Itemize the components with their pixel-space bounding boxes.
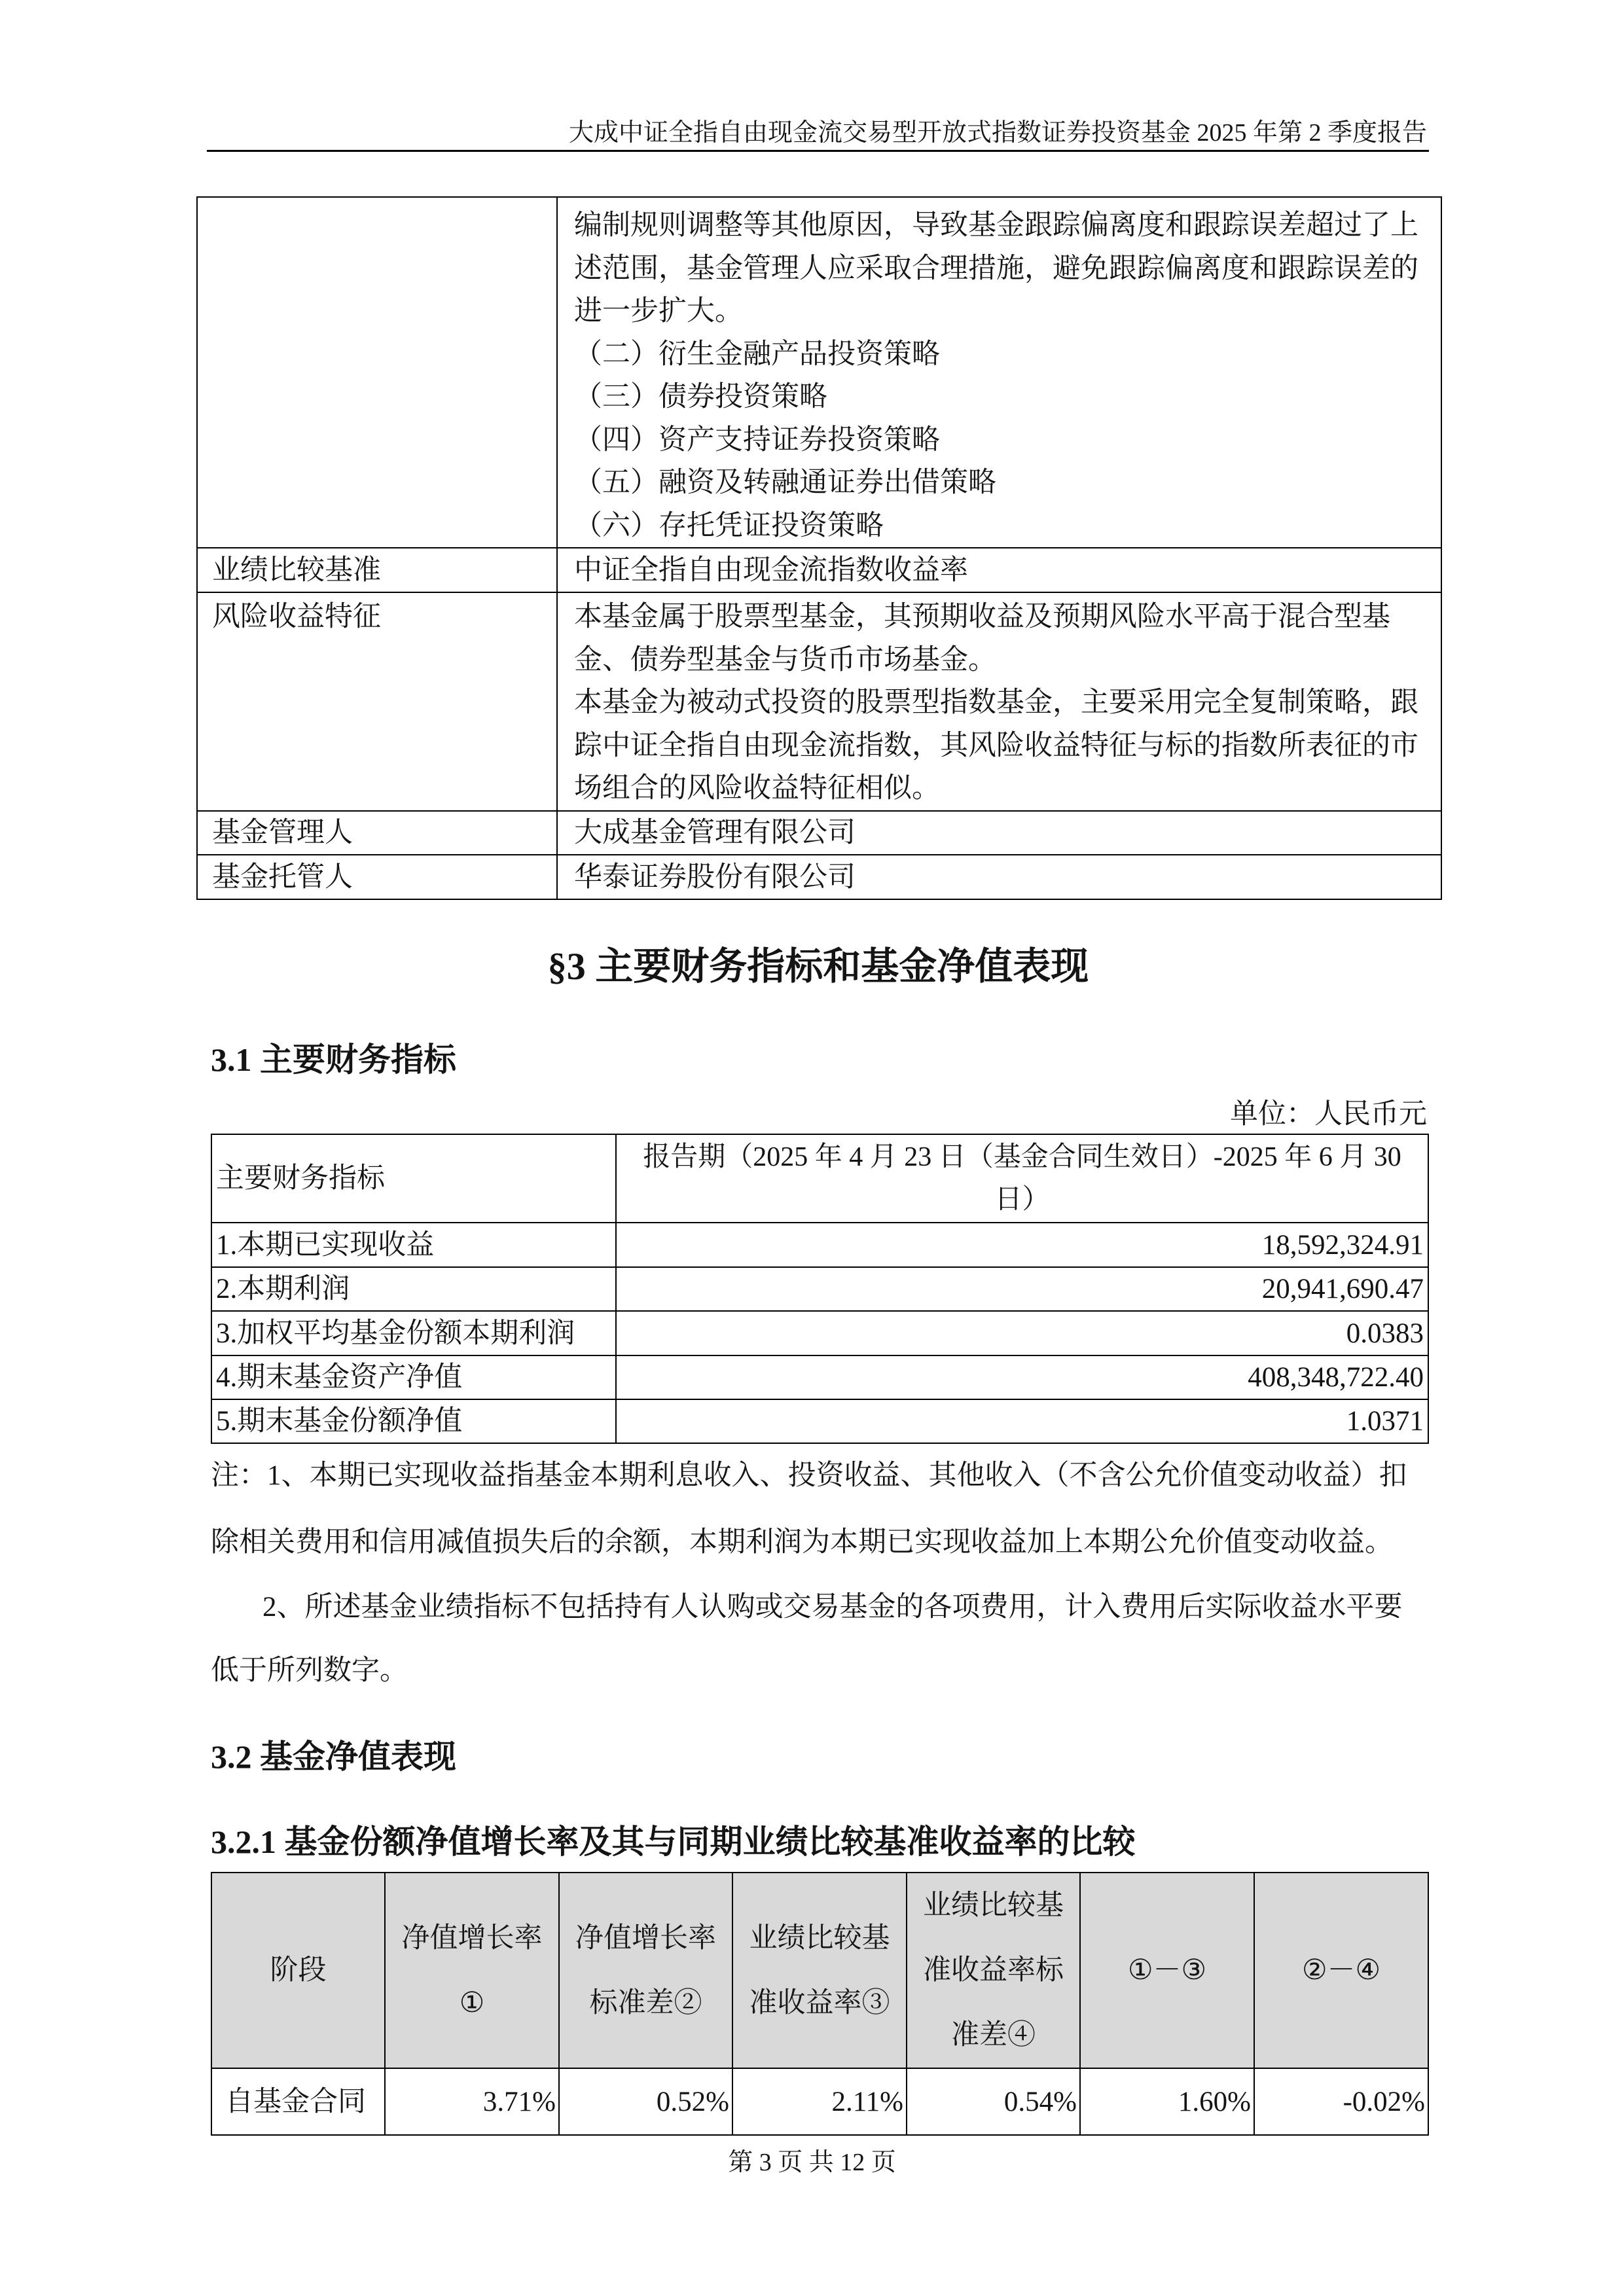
table-header-row bbox=[211, 1134, 1428, 1223]
text-line: （五）融资及转融通证券出借策略 bbox=[574, 467, 996, 498]
header-line: ②－④ bbox=[1301, 1955, 1381, 1986]
row-label-empty bbox=[197, 197, 557, 548]
column-header-nav-growth bbox=[385, 1873, 559, 2068]
period-header-line: 日） bbox=[994, 1184, 1050, 1215]
column-header-period bbox=[616, 1134, 1428, 1223]
table-row-manager bbox=[197, 811, 1441, 855]
text-line: 场组合的风险收益特征相似。 bbox=[574, 773, 940, 804]
column-header-benchmark-std bbox=[907, 1873, 1080, 2068]
column-header-stage bbox=[211, 1873, 385, 2068]
note-2-line: 低于所列数字。 bbox=[211, 1655, 408, 1686]
header-line: 业绩比较基 bbox=[923, 1890, 1064, 1921]
text-line: （三）债券投资策略 bbox=[574, 382, 827, 412]
header-line: 净值增长率 bbox=[575, 1922, 716, 1954]
header-line: 准差④ bbox=[951, 2020, 1036, 2051]
table-row-strategy-continued bbox=[197, 197, 1441, 548]
diff-1-3-cell: 1.60% bbox=[1080, 2068, 1254, 2135]
table-row bbox=[211, 2068, 1428, 2135]
benchmark-label: 业绩比较基准 bbox=[197, 548, 557, 592]
custodian-label: 基金托管人 bbox=[197, 855, 557, 899]
subsection-title-3-2: 3.2 基金净值表现 bbox=[211, 1738, 456, 1775]
indicator-value: 18,592,324.91 bbox=[616, 1223, 1428, 1267]
header-line: 准收益率③ bbox=[749, 1987, 890, 2018]
table-row bbox=[211, 1223, 1428, 1267]
indicator-label: 2.本期利润 bbox=[211, 1267, 616, 1311]
note-1-line: 除相关费用和信用减值损失后的余额，本期利润为本期已实现收益加上本期公允价值变动收益。 bbox=[211, 1527, 1393, 1558]
header-line: 净值增长率 bbox=[401, 1922, 543, 1954]
risk-return-label-text: 风险收益特征 bbox=[212, 601, 381, 632]
text-line: 述范围，基金管理人应采取合理措施，避免跟踪偏离度和跟踪误差的 bbox=[574, 253, 1418, 284]
column-header-indicator: 主要财务指标 bbox=[211, 1134, 616, 1223]
text-line: 金、债券型基金与货币市场基金。 bbox=[574, 644, 996, 675]
table-row bbox=[211, 1267, 1428, 1311]
custodian-value: 华泰证券股份有限公司 bbox=[557, 855, 1441, 899]
table-header-row bbox=[211, 1873, 1428, 2068]
header-line: ①－③ bbox=[1127, 1955, 1207, 1986]
indicator-value: 20,941,690.47 bbox=[616, 1267, 1428, 1311]
indicator-value: 0.0383 bbox=[616, 1311, 1428, 1355]
report-header-title: 大成中证全指自由现金流交易型开放式指数证券投资基金 2025 年第 2 季度报告 bbox=[568, 119, 1427, 147]
header-line: ① bbox=[459, 1987, 485, 2018]
column-header-diff-1-3 bbox=[1080, 1873, 1254, 2068]
table-row-custodian bbox=[197, 855, 1441, 899]
risk-return-label bbox=[197, 592, 557, 811]
table-row-benchmark bbox=[197, 548, 1441, 592]
column-header-benchmark-return bbox=[732, 1873, 907, 2068]
text-line: （六）存托凭证投资策略 bbox=[574, 510, 884, 541]
benchmark-return-cell: 2.11% bbox=[732, 2068, 907, 2135]
period-header-line: 报告期（2025 年 4 月 23 日（基金合同生效日）-2025 年 6 月 30 bbox=[643, 1141, 1401, 1172]
nav-comparison-table bbox=[211, 1872, 1429, 2136]
indicator-label: 3.加权平均基金份额本期利润 bbox=[211, 1311, 616, 1355]
header-line: 阶段 bbox=[270, 1955, 327, 1986]
table-row bbox=[211, 1399, 1428, 1443]
text-line: 编制规则调整等其他原因，导致基金跟踪偏离度和跟踪误差超过了上 bbox=[574, 210, 1418, 241]
indicator-value: 1.0371 bbox=[616, 1399, 1428, 1443]
table-row bbox=[211, 1355, 1428, 1399]
table-row bbox=[211, 1311, 1428, 1355]
header-rule bbox=[207, 150, 1429, 152]
section-title: §3 主要财务指标和基金净值表现 bbox=[547, 945, 1089, 988]
currency-unit: 单位：人民币元 bbox=[1230, 1099, 1427, 1130]
column-header-nav-growth-std bbox=[559, 1873, 732, 2068]
table-row-risk-return bbox=[197, 592, 1441, 811]
header-line: 标准差② bbox=[589, 1987, 702, 2018]
strategy-continued-text bbox=[557, 197, 1441, 548]
indicator-label: 1.本期已实现收益 bbox=[211, 1223, 616, 1267]
text-line: 本基金属于股票型基金，其预期收益及预期风险水平高于混合型基 bbox=[574, 601, 1390, 632]
subsection-title-3-2-1: 3.2.1 基金份额净值增长率及其与同期业绩比较基准收益率的比较 bbox=[211, 1823, 1136, 1860]
diff-2-4-cell: -0.02% bbox=[1254, 2068, 1428, 2135]
risk-return-text bbox=[557, 592, 1441, 811]
indicator-label: 4.期末基金资产净值 bbox=[211, 1355, 616, 1399]
benchmark-std-cell: 0.54% bbox=[907, 2068, 1080, 2135]
text-line: 本基金为被动式投资的股票型指数基金，主要采用完全复制策略，跟 bbox=[574, 687, 1418, 718]
text-line: 进一步扩大。 bbox=[574, 296, 743, 327]
nav-growth-std-cell: 0.52% bbox=[559, 2068, 732, 2135]
indicator-label: 5.期末基金份额净值 bbox=[211, 1399, 616, 1443]
text-line: 踪中证全指自由现金流指数，其风险收益特征与标的指数所表征的市 bbox=[574, 730, 1418, 761]
header-line: 准收益率标 bbox=[923, 1955, 1064, 1986]
fund-overview-table bbox=[196, 196, 1442, 900]
note-1-line: 注：1、本期已实现收益指基金本期利息收入、投资收益、其他收入（不含公允价值变动收益）扣 bbox=[211, 1460, 1407, 1491]
indicator-value: 408,348,722.40 bbox=[616, 1355, 1428, 1399]
financial-indicators-table bbox=[211, 1134, 1429, 1444]
subsection-title-3-1: 3.1 主要财务指标 bbox=[211, 1041, 456, 1078]
header-line: 业绩比较基 bbox=[749, 1922, 890, 1954]
note-2-line: 2、所述基金业绩指标不包括持有人认购或交易基金的各项费用，计入费用后实际收益水平要 bbox=[262, 1592, 1403, 1623]
stage-cell: 自基金合同 bbox=[211, 2068, 385, 2135]
text-line: （四）资产支持证券投资策略 bbox=[574, 424, 940, 456]
manager-label: 基金管理人 bbox=[197, 811, 557, 855]
benchmark-value: 中证全指自由现金流指数收益率 bbox=[557, 548, 1441, 592]
nav-growth-cell: 3.71% bbox=[385, 2068, 559, 2135]
text-line: （二）衍生金融产品投资策略 bbox=[574, 338, 940, 370]
page-number-footer: 第 3 页 共 12 页 bbox=[728, 2149, 896, 2176]
manager-value: 大成基金管理有限公司 bbox=[557, 811, 1441, 855]
column-header-diff-2-4 bbox=[1254, 1873, 1428, 2068]
